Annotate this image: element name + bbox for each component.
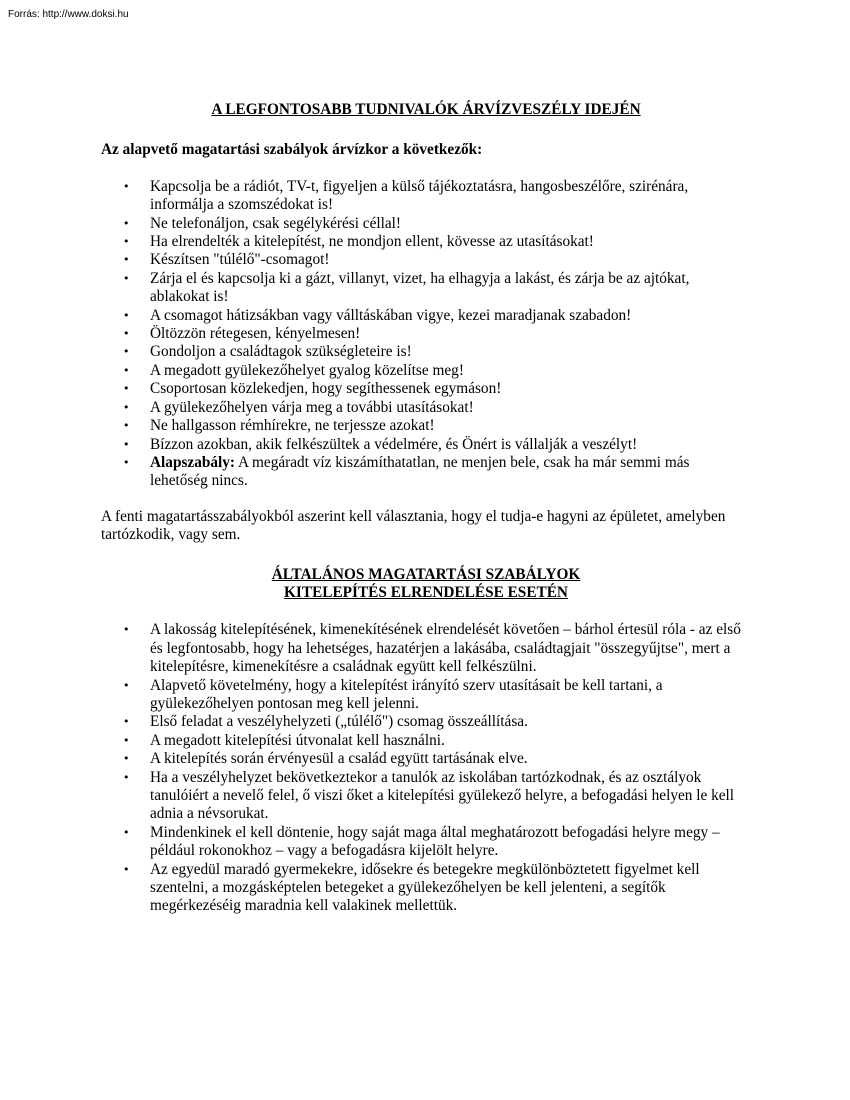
list-item: • Mindenkinek el kell döntenie, hogy saját maga által meghatározott befogadási helyre megy – például rokonokhoz – vagy a befogadásra kijelölt helyre.	[123, 823, 720, 860]
bullet-icon: •	[123, 345, 130, 359]
section2-title-line1: ÁLTALÁNOS MAGATARTÁSI SZABÁLYOK	[271, 565, 581, 583]
bullet-icon: •	[123, 216, 130, 230]
list-item: • Az egyedül maradó gyermekekre, idősekre és betegekre megkülönböztetett figyelmet kell szentelni, a mozgásképtelen betegeket a gyülekezőhelyen be kell jelenteni, a segítők megérkezéséig maradnia kell valakinek mellettük.	[123, 860, 700, 915]
bullet-icon: •	[123, 327, 130, 341]
bullet-icon: •	[123, 623, 130, 637]
bullet-icon: •	[123, 678, 130, 692]
list-item: • A megadott kitelepítési útvonalat kell használni.	[123, 731, 445, 749]
bullet-icon: •	[123, 455, 130, 469]
list-item: • A megadott gyülekezőhelyet gyalog közelítse meg!	[123, 361, 464, 379]
page-title: A LEGFONTOSABB TUDNIVALÓK ÁRVÍZVESZÉLY IDEJÉN	[211, 101, 641, 118]
bullet-icon: •	[123, 400, 130, 414]
list-item: • Ha a veszélyhelyzet bekövetkeztekor a tanulók az iskolában tartózkodnak, és az osztályok tanulóiért a nevelő felel, ő viszi őket a kitelepítési gyülekező helyre, a befogadási helyen le kell adnia a névsorukat.	[123, 768, 735, 823]
bullet-icon: •	[123, 825, 130, 839]
bullet-icon: •	[123, 770, 130, 784]
list-item: • A lakosság kitelepítésének, kimenekítésének elrendelését követően – bárhol értesül róla - az első és legfontosabb, hogy ha lehetséges, hazatérjen a lakásába, családtagjait "összegyűjtse", mert a kitelepítésre, kimenekítésre a családnak együtt kell felkészülni.	[123, 621, 741, 676]
bullet-icon: •	[123, 271, 130, 285]
list-item: • Bízzon azokban, akik felkészültek a védelmére, és Önért is vállalják a veszélyt!	[123, 435, 638, 453]
list-item: • A csomagot hátizsákban vagy válltáskában vigye, kezei maradjanak szabadon!	[123, 306, 632, 324]
list-item: • Gondoljon a családtagok szükségleteire is!	[123, 343, 412, 361]
list-item: • Öltözzön rétegesen, kényelmesen!	[123, 325, 361, 343]
flood-rules-list	[101, 178, 751, 491]
list-item: • Készítsen "túlélő"-csomagot!	[123, 251, 330, 269]
document-page	[101, 101, 751, 916]
bullet-icon: •	[123, 715, 130, 729]
basic-rule-text: A megáradt víz kiszámíthatatlan, ne menjen bele, csak ha már semmi más lehetőség nincs.	[150, 453, 690, 490]
bullet-icon: •	[123, 437, 130, 451]
section2-title-line2: KITELEPÍTÉS ELRENDELÉSE ESETÉN	[284, 583, 568, 601]
bullet-icon: •	[123, 752, 130, 766]
list-item: • Csoportosan közlekedjen, hogy segíthessenek egymáson!	[123, 380, 502, 398]
bullet-icon: •	[123, 179, 130, 193]
list-item: • A kitelepítés során érvényesül a család együtt tartásának elve.	[123, 750, 528, 768]
bullet-icon: •	[123, 253, 130, 267]
list-item: • Alapvető követelmény, hogy a kitelepítést irányító szerv utasításait be kell tartani, a gyülekezőhelyen pontosan meg kell jelenni.	[123, 676, 663, 712]
bullet-icon: •	[123, 363, 130, 377]
list-item: • Ne telefonáljon, csak segélykérési céllal!	[123, 214, 402, 232]
bullet-icon: •	[123, 733, 130, 747]
bullet-icon: •	[123, 235, 130, 249]
basic-rule-label: Alapszabály:	[150, 453, 235, 471]
list-item: • Első feladat a veszélyhelyzeti („túlélő") csomag összeállítása.	[123, 713, 528, 731]
bullet-icon: •	[123, 862, 130, 876]
choice-paragraph: A fenti magatartásszabályokból aszerint kell választania, hogy el tudja-e hagyni az épületet, amelyben tartózkodik, vagy sem.	[101, 507, 726, 544]
evacuation-rules-list	[101, 621, 751, 916]
list-item: • Ha elrendelték a kitelepítést, ne mondjon ellent, kövesse az utasításokat!	[123, 233, 594, 251]
section2-title	[101, 566, 751, 603]
bullet-icon: •	[123, 308, 130, 322]
list-item-basic-rule	[101, 454, 751, 491]
source-attribution: Forrás: http://www.doksi.hu	[8, 9, 129, 20]
list-item: • Zárja el és kapcsolja ki a gázt, villanyt, vizet, ha elhagyja a lakást, és zárja be az ajtókat, ablakokat is!	[123, 269, 690, 306]
list-item: • A gyülekezőhelyen várja meg a további utasításokat!	[123, 398, 474, 416]
list-item: • Kapcsolja be a rádiót, TV-t, figyeljen a külső tájékoztatásra, hangosbeszélőre, szirénára, informálja a szomszédokat is!	[123, 177, 689, 214]
intro-heading: Az alapvető magatartási szabályok árvízkor a következők:	[101, 141, 483, 159]
bullet-icon: •	[123, 419, 130, 433]
bullet-icon: •	[123, 382, 130, 396]
list-item: • Ne hallgasson rémhírekre, ne terjessze azokat!	[123, 417, 435, 435]
